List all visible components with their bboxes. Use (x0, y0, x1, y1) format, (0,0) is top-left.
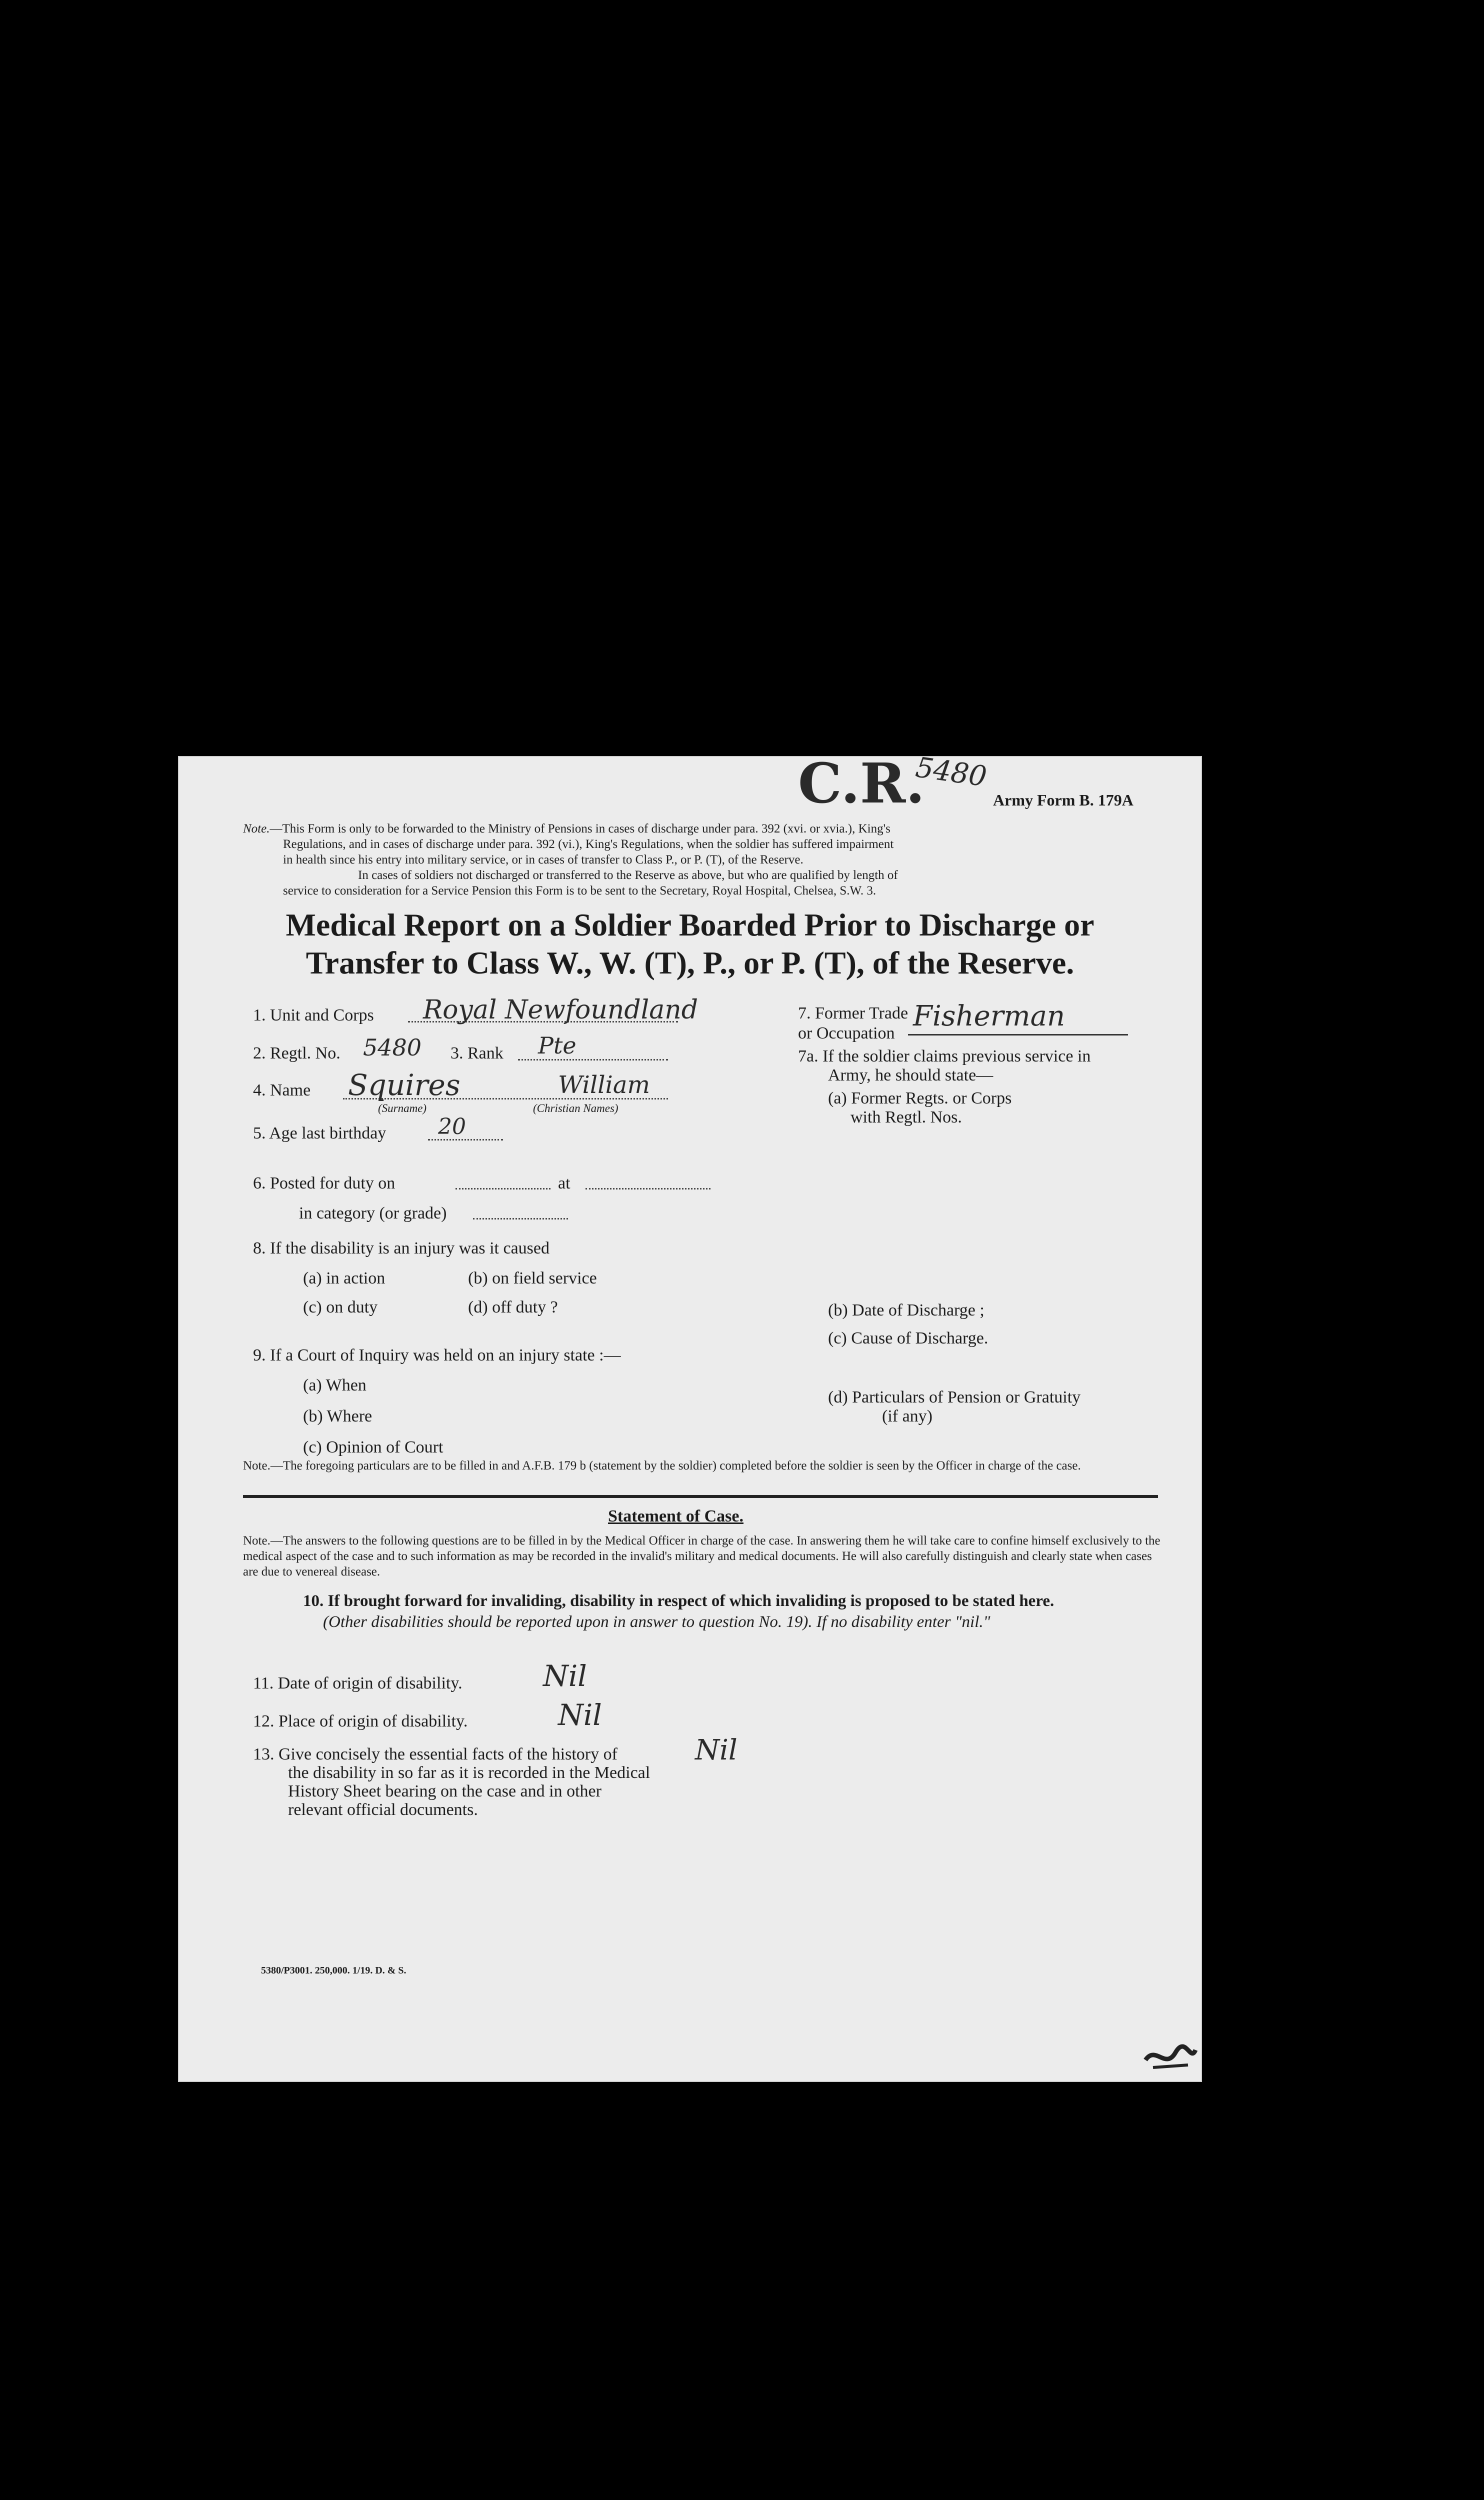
name-christian: William (558, 1071, 650, 1099)
form-footer: 5380/P3001. 250,000. 1/19. D. & S. (261, 1965, 406, 1976)
age-value: 20 (438, 1114, 466, 1140)
note-label: Note. (243, 822, 270, 836)
inq-a: (a) When (303, 1376, 366, 1394)
note3: Note.—The answers to the following questions are to be filled in by the Medical Officer in charge of the case. In answering them he will take care to confine himself exclusively to the medical aspect of the case and to such information as may be recorded in the invalid's military and medical documents. He will also carefully distinguish and clearly state when cases are due to venereal disease. (243, 1534, 1160, 1578)
note2: Note.—The foregoing particulars are to be filled in and A.F.B. 179 b (statement by the soldier) completed before the soldier is seen by the Officer in charge of the case. (243, 1459, 1081, 1472)
unit-value: Royal Newfoundland (423, 995, 698, 1025)
opt-a: (a) in action (303, 1269, 386, 1288)
right-b: (b) Date of Discharge ; (828, 1301, 984, 1320)
prev-a-2: with Regtl. Nos. (850, 1108, 962, 1126)
rank-line (518, 1059, 668, 1060)
unit-label: 1. Unit and Corps (253, 1006, 374, 1024)
category-label: in category (or grade) (299, 1204, 447, 1222)
posted-label: 6. Posted for duty on (253, 1174, 396, 1192)
inq-b: (b) Where (303, 1407, 372, 1426)
statement-heading: Statement of Case. (608, 1507, 744, 1526)
form-title-line2: Transfer to Class W., W. (T), P., or P. (T), of the Reserve. (306, 945, 1074, 980)
trade-label-1: 7. Former Trade (798, 1004, 908, 1022)
stamp-number: 5480 (914, 751, 989, 794)
inquiry-label: 9. If a Court of Inquiry was held on an injury state :— (253, 1346, 621, 1364)
cr-stamp: C.R. (798, 751, 925, 816)
trade-value: Fisherman (913, 1000, 1066, 1032)
opt-b: (b) on field service (468, 1269, 597, 1288)
name-label: 4. Name (253, 1081, 311, 1100)
q11-label: 11. Date of origin of disability. (253, 1674, 462, 1692)
prev-a-1: (a) Former Regts. or Corps (828, 1089, 1012, 1108)
form-title-line1: Medical Report on a Soldier Boarded Prior to Discharge or (286, 907, 1094, 942)
q13-value: Nil (695, 1734, 738, 1766)
rank-value: Pte (538, 1032, 576, 1059)
regtl-label: 2. Regtl. No. (253, 1044, 340, 1062)
ink-mark-icon (1143, 2040, 1198, 2075)
medical-report-form (178, 751, 1202, 2082)
right-d-1: (d) Particulars of Pension or Gratuity (828, 1388, 1081, 1406)
age-label: 5. Age last birthday (253, 1124, 386, 1142)
q13-label: 13. Give concisely the essential facts of the history of the disability in so far as it is recorded in the Medical History Sheet bearing on the case and in other relevant official documents. (253, 1745, 650, 1819)
trade-underline (908, 1034, 1128, 1036)
surname-caption: (Surname) (378, 1102, 427, 1114)
trade-label-2: or Occupation (798, 1024, 895, 1042)
posted-at: at (558, 1174, 570, 1192)
opt-c: (c) on duty (303, 1298, 378, 1316)
opt-d: (d) off duty ? (468, 1298, 558, 1316)
q12-label: 12. Place of origin of disability. (253, 1712, 468, 1730)
name-surname: Squires (348, 1068, 460, 1102)
right-d-2: (if any) (882, 1407, 933, 1426)
prev-label-1: 7a. If the soldier claims previous service in (798, 1047, 1091, 1066)
inq-c: (c) Opinion of Court (303, 1438, 444, 1456)
category-line (473, 1218, 568, 1220)
disability-label: 8. If the disability is an injury was it caused (253, 1239, 550, 1258)
q11-value: Nil (543, 1659, 587, 1693)
note-paragraph: Note.—This Form is only to be forwarded to the Ministry of Pensions in cases of discharge under para. 392 (xvi. or xvia.), King's Regulations, and in cases of discharge under para. 392 (vi.), King's Regulations, when the soldier has suffered impairment in health since his entry into military service, or in cases of transfer to Class P., or P. (T), of the Reserve. In cases of soldiers not discharged or transferred to the Reserve as above, but who are qualified by length of service to consideration for a Service Pension this Form is to be sent to the Secretary, Royal Hospital, Chelsea, S.W. 3. (243, 822, 898, 898)
christian-caption: (Christian Names) (533, 1102, 618, 1114)
rank-label: 3. Rank (450, 1044, 504, 1062)
prev-label-2: Army, he should state— (828, 1066, 994, 1084)
right-c: (c) Cause of Discharge. (828, 1329, 988, 1348)
q12-value: Nil (558, 1698, 602, 1732)
posted-at-line (586, 1188, 710, 1190)
form-number: Army Form B. 179A (993, 791, 1134, 809)
q10-line2: (Other disabilities should be reported upon in answer to question No. 19). If no disability enter "nil." (323, 1613, 990, 1631)
section-divider (243, 1495, 1158, 1498)
posted-line (456, 1188, 550, 1190)
regtl-value: 5480 (363, 1034, 422, 1061)
q10-line1: 10. If brought forward for invaliding, disability in respect of which invaliding is proposed to be stated here. (303, 1592, 1054, 1610)
